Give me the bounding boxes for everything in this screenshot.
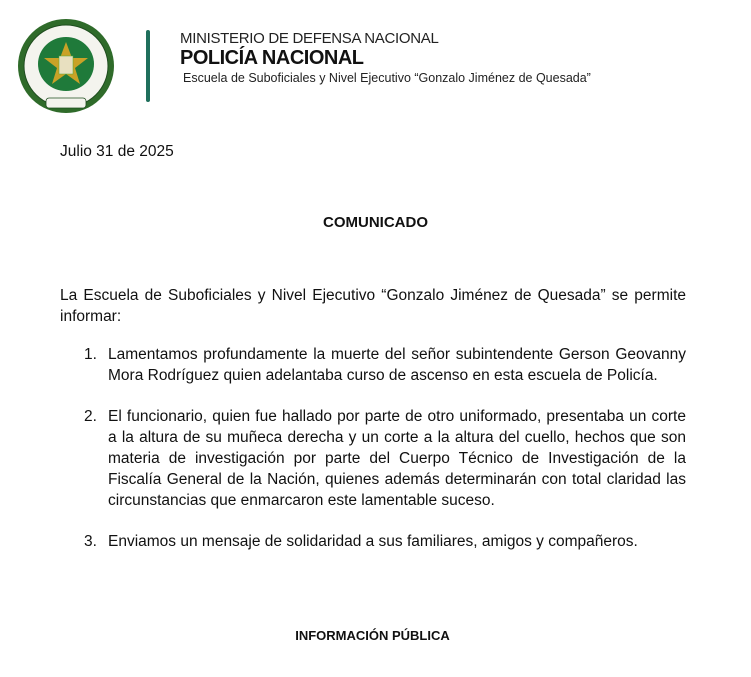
statement-list xyxy=(60,344,686,552)
ministry-name: MINISTERIO DE DEFENSA NACIONAL xyxy=(180,30,439,47)
document-body xyxy=(60,285,686,572)
list-item xyxy=(60,531,686,552)
list-item xyxy=(60,406,686,511)
institution-name: POLICÍA NACIONAL xyxy=(180,47,364,69)
item-number: 1. xyxy=(84,346,97,363)
classification-label: INFORMACIÓN PÚBLICA xyxy=(295,628,450,643)
header-divider xyxy=(146,30,150,102)
item-text: Lamentamos profundamente la muerte del señor subintendente Gerson Geovanny Mora Rodríguez quien adelantaba curso de ascenso en esta escuela de Policía. xyxy=(108,346,686,384)
item-text: El funcionario, quien fue hallado por parte de otro uniformado, presentaba un corte a la altura de su muñeca derecha y un corte a la altura del cuello, hechos que son materia de investigación por parte del Cuerpo Técnico de Investigación de la Fiscalía General de la Nación, quienes además determinarán con total claridad las circunstancias que enmarcaron este lamentable suceso. xyxy=(108,408,686,509)
document-date: Julio 31 de 2025 xyxy=(60,143,174,160)
item-number: 2. xyxy=(84,408,97,425)
school-name: Escuela de Suboficiales y Nivel Ejecutivo “Gonzalo Jiménez de Quesada” xyxy=(183,71,591,85)
item-text: Enviamos un mensaje de solidaridad a sus familiares, amigos y compañeros. xyxy=(108,533,638,550)
intro-paragraph: La Escuela de Suboficiales y Nivel Ejecutivo “Gonzalo Jiménez de Quesada” se permite informar: xyxy=(60,287,686,325)
police-seal-icon xyxy=(16,16,116,116)
item-number: 3. xyxy=(84,533,97,550)
document-title: COMUNICADO xyxy=(323,214,428,231)
list-item xyxy=(60,344,686,386)
